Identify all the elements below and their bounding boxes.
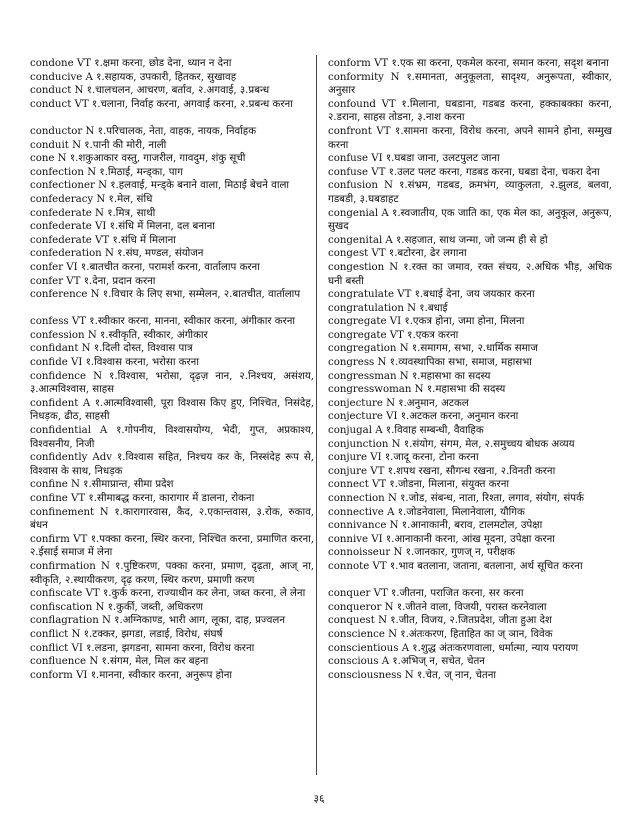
dictionary-entry: conformity N १.समानता, अनुकूलता, सादृश्य, अनुरूपता, स्वीकार, अनुसार <box>328 71 612 97</box>
dictionary-entry: confusion N १.संभ्रम, गडबड, क्रमभंग, व्याकुलता, २.झुलड, बलवा, गडबडी, ३.घबडाहट <box>328 180 612 205</box>
dictionary-entry: confident A १.आत्मविश्वासी, पूरा विश्वास किए हुए, निश्चित, निसंदेह, निधड़क, ढीठ, साहसी <box>30 397 314 423</box>
dictionary-entry: confession N १.स्वीकृति, स्वीकार, अंगीकार <box>30 329 208 341</box>
dictionary-entry: conflagration N १.अग्निकाण्ड, भारी आग, लूका, दाह, प्रज्वलन <box>30 615 285 627</box>
dictionary-entry: connivance N १.आनाकानी, बराव, टालमटोल, उपेक्षा <box>328 520 543 532</box>
dictionary-entry: connoisseur N १.जानकार, गुणज् न, परीक्षक <box>328 547 515 559</box>
dictionary-entry: confide VI १.विश्वास करना, भरोसा करना <box>30 357 199 369</box>
dictionary-entry: confederate VI १.संधि में मिलना, दल बनाना <box>30 221 215 233</box>
dictionary-entry: confirm VT १.पक्का करना, स्थिर करना, निश्चित करना, प्रमाणित करना, २.ईसाई समाज में लेना <box>30 533 314 559</box>
dictionary-entry: confiscate VT १.कुर्क करना, राज्याधीन कर लेना, जब्त करना, ले लेना <box>30 588 306 600</box>
dictionary-entry: confess VT १.स्वीकार करना, मानना, स्वीकार करना, अंगीकार करना <box>30 316 296 328</box>
dictionary-entry: confidential A १.गोपनीय, विश्वासयोग्य, भेदी, गुप्त, अप्रकाश्य, विश्वसनीय, निजी <box>30 425 314 450</box>
dictionary-entry: cone N १.शकुआकार वस्तु, गाजरील, गावदुम, शंकु सूची <box>30 153 246 165</box>
dictionary-entry: confuse VI १.घबडा जाना, उलटपुलट जाना <box>328 153 500 165</box>
dictionary-entry: confederacy N १.मेल, संधि <box>30 193 153 205</box>
dictionary-entry: conjunction N १.संयोग, संगम, मेल, २.समुच्चय बोधक अव्यय <box>328 438 575 450</box>
dictionary-entry: congratulation N १.बधाई <box>328 302 448 314</box>
dictionary-entry: confer VI १.बातचीत करना, परामर्श करना, वार्तालाप करना <box>30 261 260 273</box>
column-divider <box>316 55 317 775</box>
dictionary-entry: confer VT १.देना, प्रदान करना <box>30 275 156 287</box>
dictionary-entry: conjugal A १.विवाह सम्बन्धी, वैवाहिक <box>328 425 484 437</box>
dictionary-entry: conjure VT १.शपथ रखना, सौगन्ध रखना, २.विनती करना <box>328 465 556 477</box>
dictionary-entry: conductor N १.परिचालक, नेता, वाहक, नायक, निर्वाहक <box>30 125 257 137</box>
dictionary-entry: confront VT १.सामना करना, विरोध करना, अपने सामने होना, सम्मुख करना <box>328 125 612 151</box>
dictionary-entry: confidence N १.विश्वास, भरोसा, दृढ़ज़ नान, २.निश्चय, असंशय, ३.आत्मविश्वास, साहस <box>30 370 314 396</box>
dictionary-entry: confederate VT १.संधि में मिलाना <box>30 234 176 246</box>
dictionary-entry: connote VT १.भाव बतलाना, जताना, बतलाना, अर्थ सूचित करना <box>328 560 583 572</box>
dictionary-entry: connect VT १.जोडना, मिलाना, संयुक्त करना <box>328 479 509 491</box>
dictionary-entry: conscientious A १.शुद्ध अंतःकरणवाला, धर्मात्मा, न्याय परायण <box>328 642 579 654</box>
dictionary-entry: congressman N १.महासभा का सदस्य <box>328 370 491 382</box>
dictionary-entry: confuse VT १.उलट पलट करना, गडबड करना, घबडा देना, चकरा देना <box>328 166 600 178</box>
dictionary-entry: conduct VT १.चलाना, निर्वाह करना, अगवाई करना, २.प्रबन्ध करना <box>30 98 293 110</box>
dictionary-entry: confidently Adv १.विश्वास सहित, निश्चय कर के, निस्संदेह रूप से, विश्वास के साथ, निधड़क <box>30 452 314 477</box>
dictionary-entry: conform VI १.मानना, स्वीकार करना, अनुरूप होना <box>30 669 232 681</box>
dictionary-entry: confectioner N १.हलवाई, मन्ड्के बनाने वाला, मिठाई बेचने वाला <box>30 180 290 192</box>
dictionary-entry: congratulate VT १.बधाई देना, जय जयकार करना <box>328 289 535 301</box>
dictionary-entry: congresswoman N १.महासभा की सदस्य <box>328 384 506 396</box>
dictionary-entry: connective A १.जोडनेवाला, मिलानेवाला, यौगिक <box>328 506 525 518</box>
dictionary-entry: conform VT १.एक सा करना, एकमेल करना, समान करना, सदृश बनाना <box>328 58 609 69</box>
dictionary-entry: congregation N १.समागम, सभा, २.धार्मिक समाज <box>328 343 538 355</box>
dictionary-entry: congenial A १.स्वजातीय, एक जाति का, एक मेल का, अनुकूल, अनुरूप, सुखद <box>328 207 612 233</box>
dictionary-entry: connection N १.जोड, संबन्ध, नाता, रिश्ता, लगाव, संयोग, संपर्क <box>328 493 584 504</box>
dictionary-entry: confound VT १.मिलाना, घबडाना, गडबड करना, हक्काबक्का करना, २.डराना, साहस तोडना, ३.नाश करना <box>328 98 612 124</box>
page-number: ३६ <box>313 793 325 805</box>
dictionary-entry: confidant N १.दिली दोस्त, विश्वास पात्र <box>30 343 193 355</box>
dictionary-entry: confine N १.सीमाप्रान्त, सीमा प्रदेश <box>30 479 174 491</box>
dictionary-entry: congress N १.व्यवस्थापिका सभा, समाज, महासभा <box>328 357 532 369</box>
dictionary-entry: conquer VT १.जीतना, पराजित करना, सर करना <box>328 588 524 600</box>
dictionary-entry: conscious A १.अभिज् न, सचेत, चेतन <box>328 656 485 668</box>
dictionary-entry: confinement N १.कारागारवास, कैद, २.एकान्तवास, ३.रोक, रुकाव, बंधन <box>30 506 314 532</box>
dictionary-entry: conqueror N १.जीतने वाला, विजयी, परास्त करनेवाला <box>328 601 547 613</box>
dictionary-entry: connive VI १.आनाकानी करना, आंख मूदना, उपेक्षा करना <box>328 533 555 545</box>
dictionary-entry: conference N १.विचार के लिए सभा, सम्मेलन, २.बातचीत, वार्तालाप <box>30 289 301 301</box>
dictionary-entry: confluence N १.संगम, मेल, मिल कर बहना <box>30 656 209 668</box>
dictionary-entry: conflict VI १.लडना, झगडना, सामना करना, विरोध करना <box>30 642 255 654</box>
dictionary-entry: conflict N १.टक्कर, झगडा, लडाई, विरोध, संघर्ष <box>30 628 223 640</box>
dictionary-entry: condone VT १.क्षमा करना, छोड देना, ध्यान न देना <box>30 58 232 69</box>
dictionary-entry: conscience N १.अंतःकरण, हिताहित का ज् ञान, विवेक <box>328 628 553 640</box>
dictionary-entry: conduct N १.चालचलन, आचरण, बर्ताव, २.अगवाई, ३.प्रबन्ध <box>30 85 270 97</box>
dictionary-entry: confection N १.मिठाई, मन्ड्का, पाग <box>30 166 183 178</box>
left-column <box>30 57 314 682</box>
dictionary-entry: confine VT १.सीमाबद्ध करना, कारागार में डालना, रोकना <box>30 493 255 504</box>
dictionary-entry: congregate VT १.एकत्र करना <box>328 329 459 341</box>
dictionary-entry: congestion N १.रक्त का जमाव, रक्त संचय, २.अधिक भीड़, अधिक घनी बस्ती <box>328 261 612 287</box>
dictionary-entry: confederate N १.मित्र, साथी <box>30 207 156 219</box>
dictionary-entry: congenital A १.सहजात, साथ जन्मा, जो जन्म ही से हो <box>328 234 548 246</box>
dictionary-entry: congest VT १.बटोरना, ढेर लगाना <box>328 248 467 260</box>
dictionary-entry: confiscation N १.कुर्की, जब्ती, अधिकरण <box>30 601 203 613</box>
dictionary-entry: conjure VI १.जादू करना, टोना करना <box>328 452 479 464</box>
dictionary-entry: consciousness N १.चेत, ज् नान, चेतना <box>328 669 497 681</box>
dictionary-entry: conquest N १.जीत, विजय, २.जितप्रदेश, जीता हुआ देश <box>328 615 552 627</box>
dictionary-entry: confederation N १.संघ, मण्डल, संयोजन <box>30 248 204 260</box>
dictionary-entry: confirmation N १.पुष्टिकरण, पक्का करना, प्रमाण, दृढ़ता, आज् ना, स्वीकृति, २.स्थायीकरण, दृढ़ करण, स्थिर करण, प्रमाणी करण <box>30 560 314 586</box>
right-column <box>328 57 612 682</box>
dictionary-entry: conjecture N १.अनुमान, अटकल <box>328 397 469 409</box>
dictionary-entry: conduit N १.पानी की मोरी, नाली <box>30 139 167 151</box>
dictionary-entry: conducive A १.सहायक, उपकारी, हितकर, सुखावह <box>30 71 237 83</box>
dictionary-entry: conjecture VI १.अटकल करना, अनुमान करना <box>328 411 519 423</box>
dictionary-entry: congregate VI १.एकत्र होना, जमा होना, मिलना <box>328 316 525 328</box>
